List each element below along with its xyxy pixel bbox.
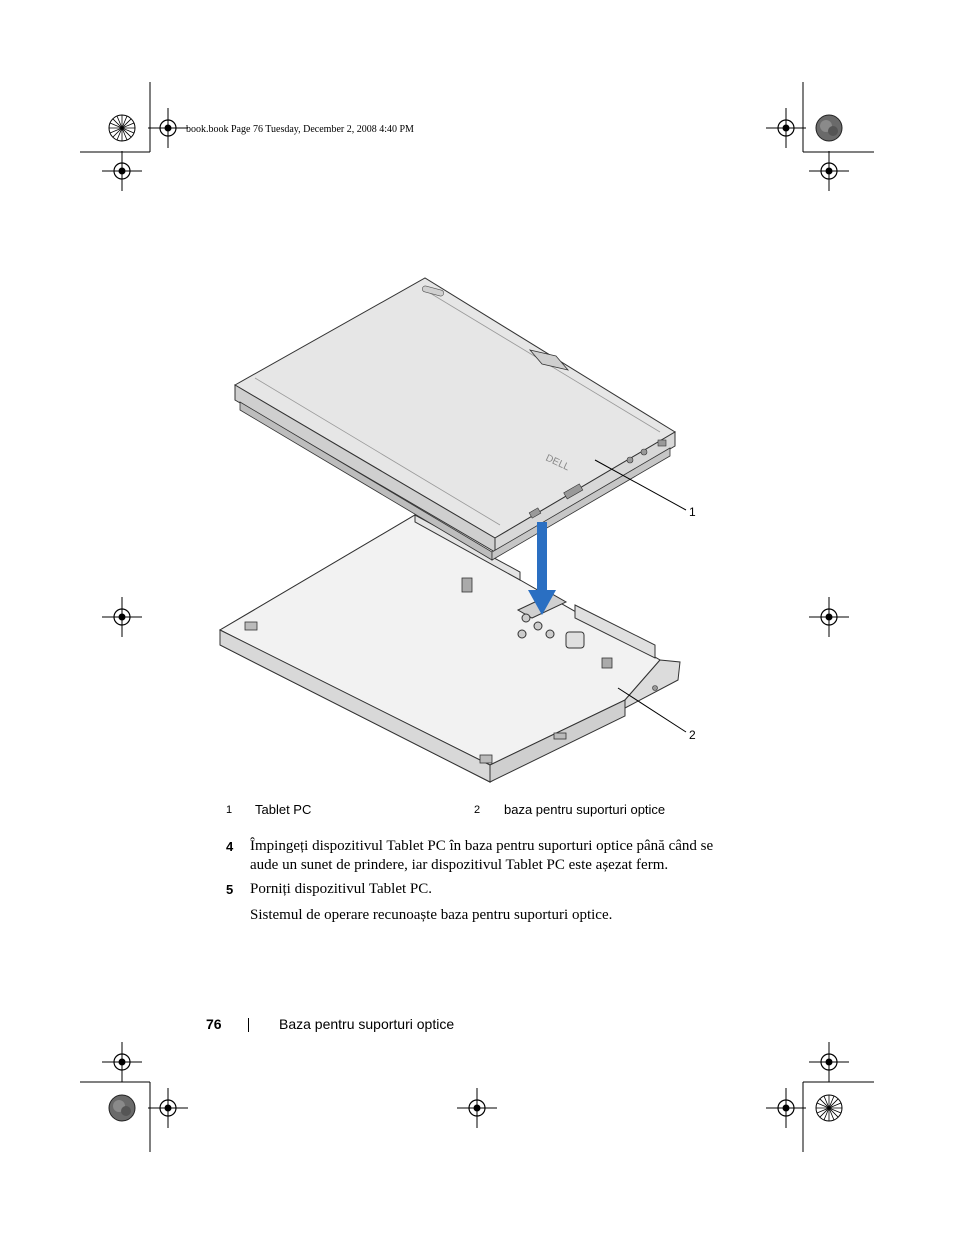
note-text: Sistemul de operare recunoaște baza pentru suporturi optice.: [250, 907, 613, 923]
footer-section-title: Baza pentru suporturi optice: [279, 1016, 455, 1032]
callout-1: 1: [689, 505, 696, 519]
dell-logo-text: DELL: [543, 452, 572, 474]
step-5-text: Porniți dispozitivul Tablet PC.: [250, 881, 433, 897]
caption-label-2: baza pentru suporturi optice: [504, 802, 666, 817]
footer-separator: [248, 1018, 249, 1032]
caption-label-1: Tablet PC: [255, 802, 312, 817]
step-5-number: 5: [226, 882, 234, 897]
docking-illustration: [200, 260, 720, 800]
tablet-pc-drawing: [235, 278, 675, 560]
callout-leader-2: [618, 688, 686, 732]
step-4-text: Împingeți dispozitivul Tablet PC în baza pentru suporturi optice până când se aude un sunet de prindere, iar dispozitivul Tablet PC este așezat ferm.: [250, 838, 714, 873]
media-base-drawing: [220, 515, 680, 782]
caption-number-2: 2: [474, 804, 481, 816]
page-number: 76: [206, 1016, 222, 1032]
caption-number-1: 1: [226, 804, 233, 816]
step-4-number: 4: [226, 839, 234, 854]
header-file-info: book.book Page 76 Tuesday, December 2, 2008 4:40 PM: [186, 124, 414, 135]
callout-2: 2: [689, 728, 696, 742]
